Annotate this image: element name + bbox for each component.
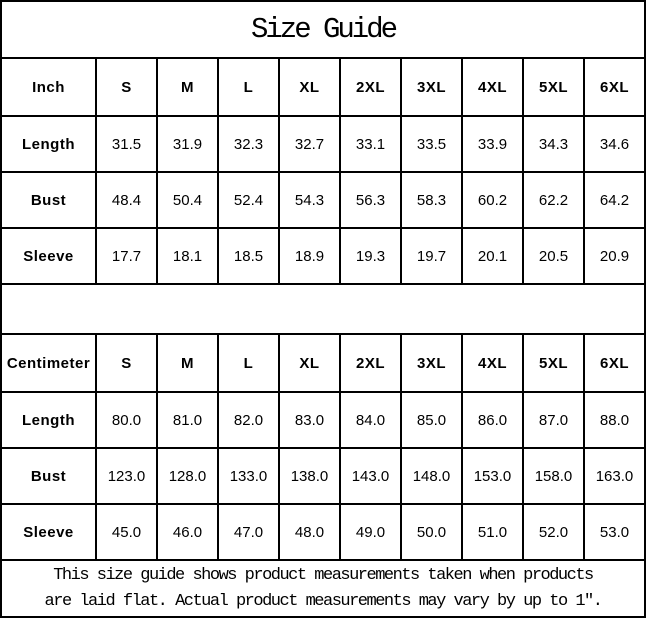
size-column-header: 4XL <box>461 335 522 391</box>
measurement-cell: 50.0 <box>400 503 461 559</box>
measurement-cell: 52.0 <box>522 503 583 559</box>
row-label: Sleeve <box>2 227 95 283</box>
measurement-cell: 20.5 <box>522 227 583 283</box>
measurement-cell: 64.2 <box>583 171 644 227</box>
measurement-cell: 153.0 <box>461 447 522 503</box>
measurement-cell: 123.0 <box>95 447 156 503</box>
measurement-cell: 88.0 <box>583 391 644 447</box>
measurement-cell: 143.0 <box>339 447 400 503</box>
measurement-cell: 81.0 <box>156 391 217 447</box>
size-column-header: L <box>217 59 278 115</box>
measurement-cell: 62.2 <box>522 171 583 227</box>
measurement-cell: 80.0 <box>95 391 156 447</box>
page-title: Size Guide <box>2 2 644 59</box>
measurement-cell: 50.4 <box>156 171 217 227</box>
measurement-cell: 34.3 <box>522 115 583 171</box>
measurement-cell: 18.9 <box>278 227 339 283</box>
size-column-header: 4XL <box>461 59 522 115</box>
size-column-header: 2XL <box>339 335 400 391</box>
size-column-header: 2XL <box>339 59 400 115</box>
row-label: Length <box>2 115 95 171</box>
centimeter-table <box>2 335 644 559</box>
size-column-header: 3XL <box>400 335 461 391</box>
size-column-header: 3XL <box>400 59 461 115</box>
size-column-header: 6XL <box>583 59 644 115</box>
inch-table <box>2 59 644 283</box>
measurement-cell: 138.0 <box>278 447 339 503</box>
measurement-cell: 53.0 <box>583 503 644 559</box>
measurement-cell: 17.7 <box>95 227 156 283</box>
table-spacer <box>2 283 644 335</box>
measurement-cell: 86.0 <box>461 391 522 447</box>
size-column-header: L <box>217 335 278 391</box>
measurement-cell: 49.0 <box>339 503 400 559</box>
footer-note-line1: This size guide shows product measurements taken when products <box>53 565 593 585</box>
measurement-cell: 48.4 <box>95 171 156 227</box>
measurement-cell: 47.0 <box>217 503 278 559</box>
unit-header: Centimeter <box>6 354 91 372</box>
measurement-cell: 33.1 <box>339 115 400 171</box>
measurement-cell: 46.0 <box>156 503 217 559</box>
size-column-header: 6XL <box>583 335 644 391</box>
measurement-cell: 148.0 <box>400 447 461 503</box>
footer-note-line2: are laid flat. Actual product measurements may vary by up to 1″. <box>44 591 602 611</box>
measurement-cell: 18.1 <box>156 227 217 283</box>
measurement-cell: 52.4 <box>217 171 278 227</box>
footer-note <box>2 559 644 616</box>
size-column-header: XL <box>278 59 339 115</box>
size-column-header: 5XL <box>522 335 583 391</box>
measurement-cell: 60.2 <box>461 171 522 227</box>
measurement-cell: 56.3 <box>339 171 400 227</box>
measurement-cell: 83.0 <box>278 391 339 447</box>
measurement-cell: 87.0 <box>522 391 583 447</box>
measurement-cell: 45.0 <box>95 503 156 559</box>
measurement-cell: 54.3 <box>278 171 339 227</box>
row-label: Bust <box>2 171 95 227</box>
measurement-cell: 19.7 <box>400 227 461 283</box>
measurement-cell: 158.0 <box>522 447 583 503</box>
measurement-cell: 128.0 <box>156 447 217 503</box>
measurement-cell: 133.0 <box>217 447 278 503</box>
measurement-cell: 18.5 <box>217 227 278 283</box>
size-column-header: 5XL <box>522 59 583 115</box>
measurement-cell: 20.9 <box>583 227 644 283</box>
measurement-cell: 32.7 <box>278 115 339 171</box>
size-column-header: M <box>156 335 217 391</box>
measurement-cell: 82.0 <box>217 391 278 447</box>
size-column-header: S <box>95 335 156 391</box>
unit-header: Inch <box>32 78 65 96</box>
measurement-cell: 163.0 <box>583 447 644 503</box>
measurement-cell: 48.0 <box>278 503 339 559</box>
size-column-header: M <box>156 59 217 115</box>
row-label: Bust <box>2 447 95 503</box>
measurement-cell: 33.9 <box>461 115 522 171</box>
measurement-cell: 85.0 <box>400 391 461 447</box>
measurement-cell: 19.3 <box>339 227 400 283</box>
measurement-cell: 33.5 <box>400 115 461 171</box>
measurement-cell: 20.1 <box>461 227 522 283</box>
row-label: Sleeve <box>2 503 95 559</box>
measurement-cell: 31.5 <box>95 115 156 171</box>
measurement-cell: 31.9 <box>156 115 217 171</box>
row-label: Length <box>2 391 95 447</box>
measurement-cell: 51.0 <box>461 503 522 559</box>
measurement-cell: 84.0 <box>339 391 400 447</box>
measurement-cell: 32.3 <box>217 115 278 171</box>
measurement-cell: 34.6 <box>583 115 644 171</box>
size-column-header: S <box>95 59 156 115</box>
measurement-cell: 58.3 <box>400 171 461 227</box>
size-column-header: XL <box>278 335 339 391</box>
